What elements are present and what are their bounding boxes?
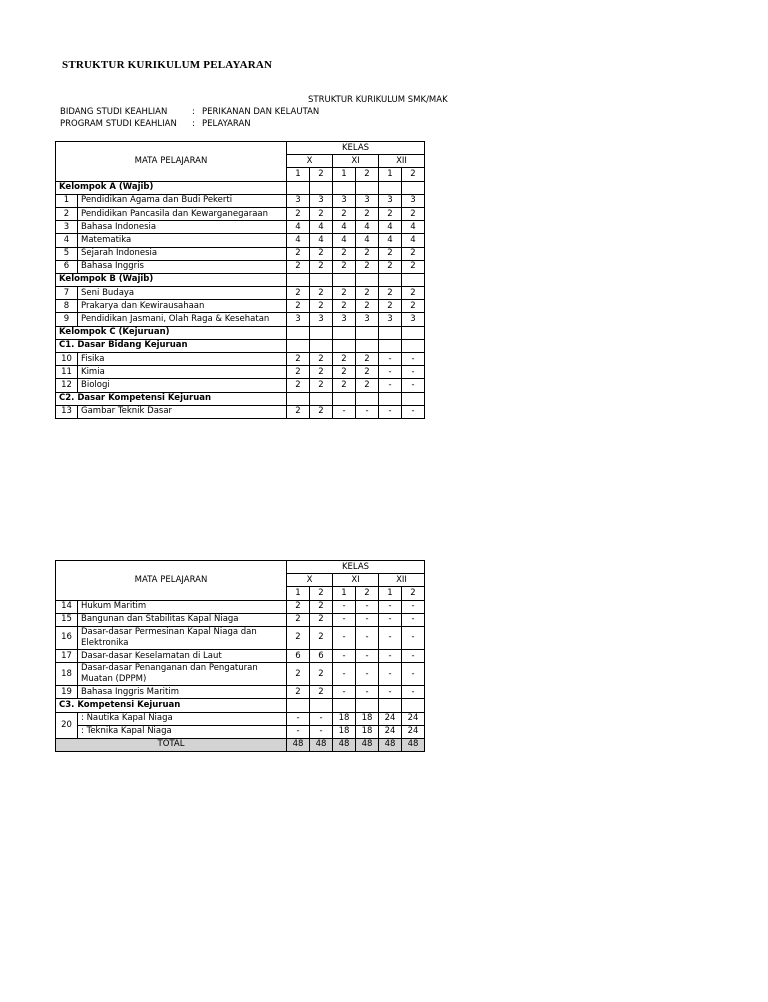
hours-cell: - [402, 686, 425, 699]
table-row [56, 194, 425, 207]
hours-cell: 2 [287, 247, 310, 260]
hours-cell: 2 [333, 366, 356, 379]
hours-cell: - [402, 626, 425, 649]
hours-cell: 24 [379, 725, 402, 738]
semester-header: 2 [310, 168, 333, 181]
total-cell: 48 [356, 738, 379, 751]
hours-cell: - [402, 649, 425, 662]
hours-cell: - [402, 613, 425, 626]
hours-cell: 2 [310, 613, 333, 626]
total-cell: 48 [402, 738, 425, 751]
table-row [56, 649, 425, 662]
hours-cell: 2 [379, 247, 402, 260]
hours-cell: 2 [333, 247, 356, 260]
total-row [56, 738, 425, 751]
hours-cell: - [356, 663, 379, 686]
hours-cell: 2 [310, 300, 333, 313]
kelas-header: KELAS [287, 561, 425, 574]
hours-cell: - [356, 626, 379, 649]
subject-name: Biologi [78, 379, 287, 392]
hours-cell: 2 [379, 287, 402, 300]
hours-cell: 2 [287, 405, 310, 418]
kelas-xii-header: XII [379, 574, 425, 587]
mata-pelajaran-header: MATA PELAJARAN [56, 561, 287, 601]
hours-cell: 2 [310, 207, 333, 220]
hours-cell: 2 [379, 300, 402, 313]
total-cell: 48 [310, 738, 333, 751]
mata-pelajaran-header: MATA PELAJARAN [56, 142, 287, 182]
group-c-label: Kelompok C (Kejuruan) [56, 326, 287, 339]
hours-cell: 2 [310, 379, 333, 392]
table-row [56, 247, 425, 260]
hours-cell: 3 [356, 194, 379, 207]
hours-cell: 4 [379, 234, 402, 247]
empty-cell [356, 392, 379, 405]
group-a-label: Kelompok A (Wajib) [56, 181, 287, 194]
empty-cell [310, 699, 333, 712]
row-number: 14 [56, 600, 78, 613]
kelas-header: KELAS [287, 142, 425, 155]
table-row [56, 379, 425, 392]
hours-cell: 4 [402, 234, 425, 247]
table-row [56, 613, 425, 626]
hours-cell: - [310, 725, 333, 738]
hours-cell: 2 [333, 353, 356, 366]
hours-cell: 2 [333, 287, 356, 300]
empty-cell [333, 273, 356, 286]
hours-cell: 4 [356, 234, 379, 247]
hours-cell: 2 [287, 600, 310, 613]
hours-cell: 4 [287, 234, 310, 247]
hours-cell: - [379, 366, 402, 379]
empty-cell [287, 181, 310, 194]
hours-cell: 2 [333, 300, 356, 313]
hours-cell: 2 [287, 663, 310, 686]
subject-name: Fisika [78, 353, 287, 366]
hours-cell: - [333, 405, 356, 418]
hours-cell: 6 [310, 649, 333, 662]
program-label: PROGRAM STUDI KEAHLIAN [60, 119, 177, 129]
hours-cell: - [379, 663, 402, 686]
empty-cell [287, 392, 310, 405]
subject-name: Sejarah Indonesia [78, 247, 287, 260]
group-row [56, 392, 425, 405]
row-number: 9 [56, 313, 78, 326]
empty-cell [333, 181, 356, 194]
row-number: 19 [56, 686, 78, 699]
hours-cell: 2 [402, 247, 425, 260]
curriculum-subtitle: STRUKTUR KURIKULUM SMK/MAK [308, 95, 448, 105]
row-number: 12 [56, 379, 78, 392]
hours-cell: 2 [356, 260, 379, 273]
row-number: 16 [56, 626, 78, 649]
hours-cell: - [379, 686, 402, 699]
hours-cell: 2 [402, 207, 425, 220]
subject-name: Seni Budaya [78, 287, 287, 300]
hours-cell: 24 [402, 725, 425, 738]
empty-cell [379, 699, 402, 712]
hours-cell: - [379, 649, 402, 662]
hours-cell: 2 [310, 686, 333, 699]
hours-cell: 2 [287, 686, 310, 699]
table-row [56, 405, 425, 418]
semester-header: 2 [402, 587, 425, 600]
group-c3-label: C3. Kompetensi Kejuruan [56, 699, 287, 712]
hours-cell: - [356, 649, 379, 662]
empty-cell [402, 181, 425, 194]
empty-cell [310, 273, 333, 286]
hours-cell: 6 [287, 649, 310, 662]
table-row [56, 686, 425, 699]
hours-cell: - [356, 600, 379, 613]
semester-header: 1 [287, 587, 310, 600]
empty-cell [379, 181, 402, 194]
subject-name: Pendidikan Jasmani, Olah Raga & Kesehatan [78, 313, 287, 326]
hours-cell: - [333, 600, 356, 613]
hours-cell: 2 [287, 353, 310, 366]
semester-header: 1 [333, 587, 356, 600]
hours-cell: 2 [287, 379, 310, 392]
subject-name: Matematika [78, 234, 287, 247]
curriculum-table-1 [55, 141, 425, 419]
empty-cell [287, 699, 310, 712]
hours-cell: 2 [310, 247, 333, 260]
hours-cell: - [379, 613, 402, 626]
hours-cell: 18 [356, 725, 379, 738]
subject-name: : Nautika Kapal Niaga [78, 712, 287, 725]
table-row [56, 260, 425, 273]
row-number: 1 [56, 194, 78, 207]
colon: : [192, 119, 195, 129]
bidang-value: PERIKANAN DAN KELAUTAN [202, 107, 320, 117]
empty-cell [356, 699, 379, 712]
hours-cell: - [287, 725, 310, 738]
empty-cell [402, 339, 425, 352]
hours-cell: 2 [379, 260, 402, 273]
row-number: 11 [56, 366, 78, 379]
hours-cell: 2 [310, 600, 333, 613]
hours-cell: - [333, 613, 356, 626]
hours-cell: - [333, 663, 356, 686]
empty-cell [333, 392, 356, 405]
semester-header: 2 [402, 168, 425, 181]
row-number: 8 [56, 300, 78, 313]
hours-cell: 4 [402, 221, 425, 234]
hours-cell: - [402, 600, 425, 613]
hours-cell: - [356, 686, 379, 699]
empty-cell [356, 326, 379, 339]
total-cell: 48 [287, 738, 310, 751]
empty-cell [333, 699, 356, 712]
table-row [56, 725, 425, 738]
hours-cell: 2 [402, 287, 425, 300]
table-row [56, 313, 425, 326]
row-number: 17 [56, 649, 78, 662]
subject-name: Dasar-dasar Permesinan Kapal Niaga dan Elektronika [78, 626, 287, 649]
hours-cell: 4 [310, 221, 333, 234]
bidang-studi-line [60, 107, 319, 117]
row-number: 15 [56, 613, 78, 626]
hours-cell: 2 [310, 626, 333, 649]
semester-header: 1 [379, 168, 402, 181]
empty-cell [379, 273, 402, 286]
table-row [56, 221, 425, 234]
hours-cell: 3 [379, 194, 402, 207]
hours-cell: 2 [287, 300, 310, 313]
hours-cell: 3 [310, 313, 333, 326]
kelas-x-header: X [287, 574, 333, 587]
curriculum-table-2 [55, 560, 425, 752]
subject-name: Dasar-dasar Keselamatan di Laut [78, 649, 287, 662]
subject-name: Bahasa Inggris Maritim [78, 686, 287, 699]
group-c2-label: C2. Dasar Kompetensi Kejuruan [56, 392, 287, 405]
empty-cell [402, 273, 425, 286]
semester-header: 1 [287, 168, 310, 181]
empty-cell [287, 339, 310, 352]
hours-cell: 3 [287, 313, 310, 326]
hours-cell: 2 [287, 613, 310, 626]
empty-cell [333, 339, 356, 352]
hours-cell: 2 [402, 260, 425, 273]
empty-cell [379, 392, 402, 405]
row-number: 2 [56, 207, 78, 220]
hours-cell: - [356, 405, 379, 418]
subject-name: Pendidikan Agama dan Budi Pekerti [78, 194, 287, 207]
group-row [56, 339, 425, 352]
document-title: STRUKTUR KURIKULUM PELAYARAN [62, 59, 273, 71]
subject-name: : Teknika Kapal Niaga [78, 725, 287, 738]
row-number: 7 [56, 287, 78, 300]
row-number: 3 [56, 221, 78, 234]
semester-header: 1 [333, 168, 356, 181]
hours-cell: 4 [287, 221, 310, 234]
hours-cell: 2 [310, 287, 333, 300]
hours-cell: 3 [333, 313, 356, 326]
row-number: 5 [56, 247, 78, 260]
semester-header: 1 [379, 587, 402, 600]
row-number: 13 [56, 405, 78, 418]
hours-cell: 2 [310, 353, 333, 366]
total-cell: 48 [379, 738, 402, 751]
kelas-xi-header: XI [333, 155, 379, 168]
hours-cell: 3 [287, 194, 310, 207]
hours-cell: 4 [379, 221, 402, 234]
subject-name: Kimia [78, 366, 287, 379]
hours-cell: 2 [333, 379, 356, 392]
subject-name: Dasar-dasar Penanganan dan Pengaturan Muatan (DPPM) [78, 663, 287, 686]
empty-cell [402, 392, 425, 405]
hours-cell: - [356, 613, 379, 626]
subject-name: Bahasa Indonesia [78, 221, 287, 234]
table-row [56, 366, 425, 379]
hours-cell: - [333, 626, 356, 649]
hours-cell: - [402, 405, 425, 418]
hours-cell: - [379, 405, 402, 418]
hours-cell: 2 [356, 366, 379, 379]
row-number: 18 [56, 663, 78, 686]
kelas-xi-header: XI [333, 574, 379, 587]
group-b-label: Kelompok B (Wajib) [56, 273, 287, 286]
group-row [56, 181, 425, 194]
table-row [56, 626, 425, 649]
kelas-x-header: X [287, 155, 333, 168]
table-row [56, 600, 425, 613]
hours-cell: 18 [333, 725, 356, 738]
hours-cell: 3 [379, 313, 402, 326]
hours-cell: 2 [356, 287, 379, 300]
hours-cell: - [310, 712, 333, 725]
table-row [56, 234, 425, 247]
empty-cell [356, 273, 379, 286]
hours-cell: - [379, 379, 402, 392]
empty-cell [402, 699, 425, 712]
empty-cell [402, 326, 425, 339]
table-row [56, 663, 425, 686]
hours-cell: 3 [310, 194, 333, 207]
empty-cell [287, 326, 310, 339]
hours-cell: - [402, 379, 425, 392]
empty-cell [310, 339, 333, 352]
subject-name: Hukum Maritim [78, 600, 287, 613]
group-c1-label: C1. Dasar Bidang Kejuruan [56, 339, 287, 352]
table-row [56, 712, 425, 725]
empty-cell [356, 339, 379, 352]
hours-cell: 3 [402, 313, 425, 326]
group-row [56, 326, 425, 339]
total-label: TOTAL [56, 738, 287, 751]
hours-cell: 24 [379, 712, 402, 725]
hours-cell: 2 [310, 260, 333, 273]
empty-cell [310, 392, 333, 405]
table-row [56, 300, 425, 313]
hours-cell: 3 [333, 194, 356, 207]
hours-cell: 2 [356, 207, 379, 220]
hours-cell: 2 [379, 207, 402, 220]
subject-name: Pendidikan Pancasila dan Kewarganegaraan [78, 207, 287, 220]
hours-cell: 24 [402, 712, 425, 725]
hours-cell: 3 [402, 194, 425, 207]
row-number: 4 [56, 234, 78, 247]
total-cell: 48 [333, 738, 356, 751]
bidang-label: BIDANG STUDI KEAHLIAN [60, 107, 168, 117]
hours-cell: 2 [287, 366, 310, 379]
group-row [56, 699, 425, 712]
hours-cell: 4 [356, 221, 379, 234]
hours-cell: - [402, 353, 425, 366]
hours-cell: - [333, 649, 356, 662]
hours-cell: 2 [310, 366, 333, 379]
hours-cell: - [379, 353, 402, 366]
table-row [56, 287, 425, 300]
hours-cell: 2 [287, 626, 310, 649]
empty-cell [356, 181, 379, 194]
hours-cell: 18 [356, 712, 379, 725]
empty-cell [310, 181, 333, 194]
subject-name: Gambar Teknik Dasar [78, 405, 287, 418]
hours-cell: - [333, 686, 356, 699]
hours-cell: 18 [333, 712, 356, 725]
semester-header: 2 [356, 168, 379, 181]
hours-cell: 2 [310, 405, 333, 418]
table-row [56, 353, 425, 366]
empty-cell [310, 326, 333, 339]
subject-name: Bahasa Inggris [78, 260, 287, 273]
hours-cell: 2 [287, 260, 310, 273]
kelas-xii-header: XII [379, 155, 425, 168]
hours-cell: 2 [287, 207, 310, 220]
hours-cell: 2 [356, 247, 379, 260]
hours-cell: - [402, 663, 425, 686]
hours-cell: 3 [356, 313, 379, 326]
hours-cell: 2 [356, 353, 379, 366]
hours-cell: - [287, 712, 310, 725]
hours-cell: 2 [356, 379, 379, 392]
hours-cell: 2 [287, 287, 310, 300]
hours-cell: 4 [333, 234, 356, 247]
subject-name: Bangunan dan Stabilitas Kapal Niaga [78, 613, 287, 626]
hours-cell: 2 [310, 663, 333, 686]
table-row [56, 207, 425, 220]
row-number: 6 [56, 260, 78, 273]
empty-cell [333, 326, 356, 339]
hours-cell: 2 [402, 300, 425, 313]
semester-header: 2 [310, 587, 333, 600]
hours-cell: 2 [356, 300, 379, 313]
hours-cell: 4 [310, 234, 333, 247]
colon: : [192, 107, 195, 117]
hours-cell: - [379, 626, 402, 649]
empty-cell [379, 326, 402, 339]
program-studi-line [60, 119, 251, 129]
hours-cell: - [379, 600, 402, 613]
empty-cell [379, 339, 402, 352]
subject-name: Prakarya dan Kewirausahaan [78, 300, 287, 313]
program-value: PELAYARAN [202, 119, 251, 129]
hours-cell: 2 [333, 260, 356, 273]
row-number: 10 [56, 353, 78, 366]
row-number: 20 [56, 712, 78, 738]
hours-cell: - [402, 366, 425, 379]
hours-cell: 2 [333, 207, 356, 220]
hours-cell: 4 [333, 221, 356, 234]
group-row [56, 273, 425, 286]
empty-cell [287, 273, 310, 286]
semester-header: 2 [356, 587, 379, 600]
